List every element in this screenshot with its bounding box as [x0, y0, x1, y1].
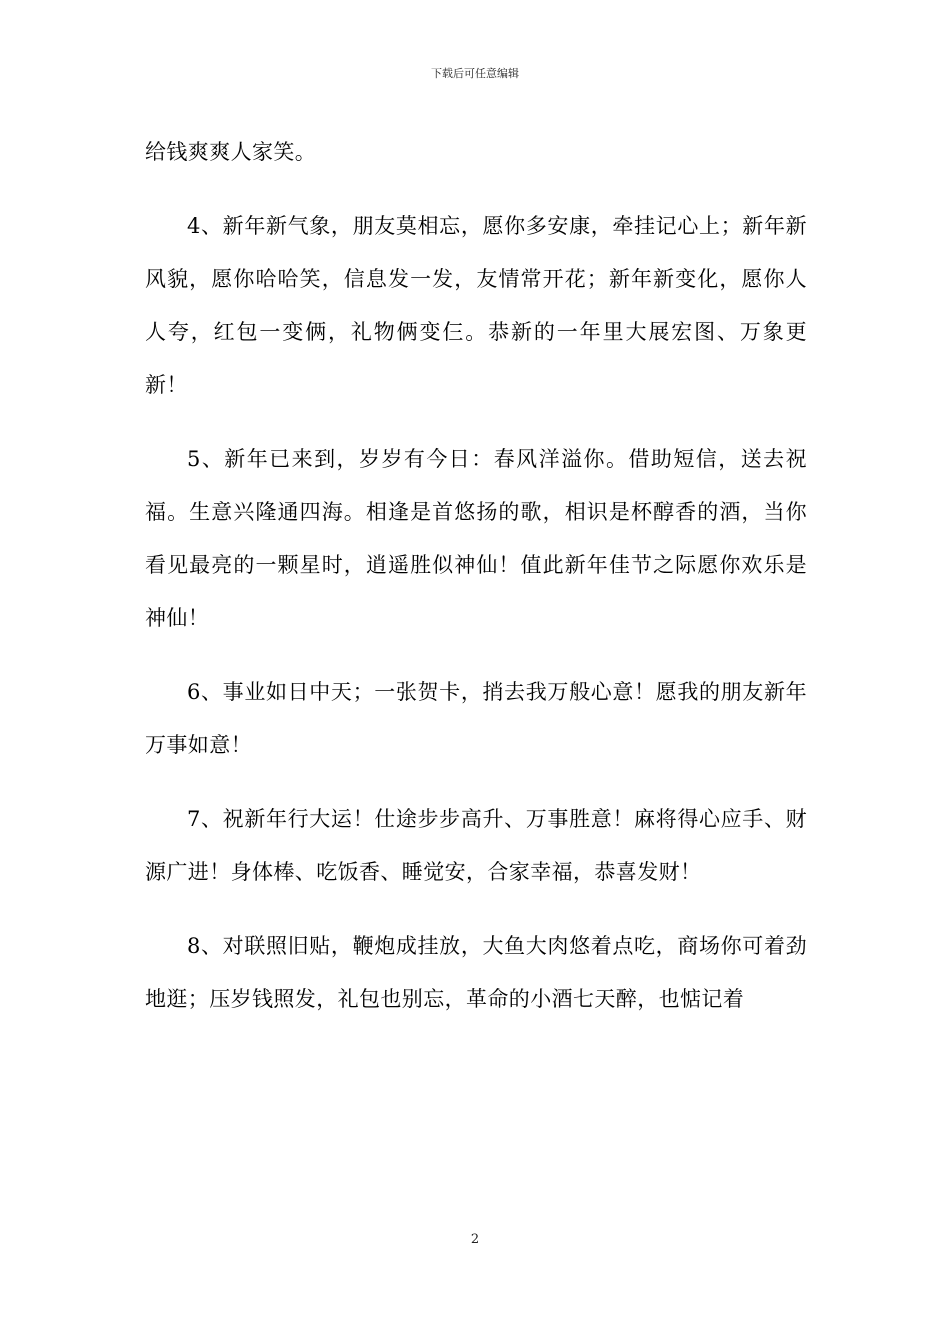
paragraph-item-5: 5、新年已来到，岁岁有今日：春风洋溢你。借助短信，送去祝福。生意兴隆通四海。相逢是首悠扬的歌，相识是杯醇香的酒，当你看见最亮的一颗星时，逍遥胜似神仙！值此新年佳节之际愿你欢乐是神仙！ — [145, 447, 807, 630]
paragraph-continuation: 给钱爽爽人家笑。 — [145, 140, 317, 164]
document-body — [145, 126, 807, 1047]
page-number: 2 — [470, 1232, 480, 1247]
header-note: 下载后可任意编辑 — [431, 67, 519, 80]
paragraph-item-4: 4、新年新气象，朋友莫相忘，愿你多安康，牵挂记心上；新年新风貌，愿你哈哈笑，信息发一发，友情常开花；新年新变化，愿你人人夸，红包一变俩，礼物俩变仨。恭新的一年里大展宏图、万象更新！ — [145, 214, 807, 397]
paragraph-item-8: 8、对联照旧贴，鞭炮成挂放，大鱼大肉悠着点吃，商场你可着劲地逛；压岁钱照发，礼包也别忘，革命的小酒七天醉，也惦记着 — [145, 934, 807, 1011]
paragraph-item-6: 6、事业如日中天；一张贺卡，捎去我万般心意！愿我的朋友新年万事如意！ — [145, 680, 807, 757]
paragraph-item-7: 7、祝新年行大运！仕途步步高升、万事胜意！麻将得心应手、财源广进！身体棒、吃饭香、睡觉安，合家幸福，恭喜发财！ — [145, 807, 807, 884]
